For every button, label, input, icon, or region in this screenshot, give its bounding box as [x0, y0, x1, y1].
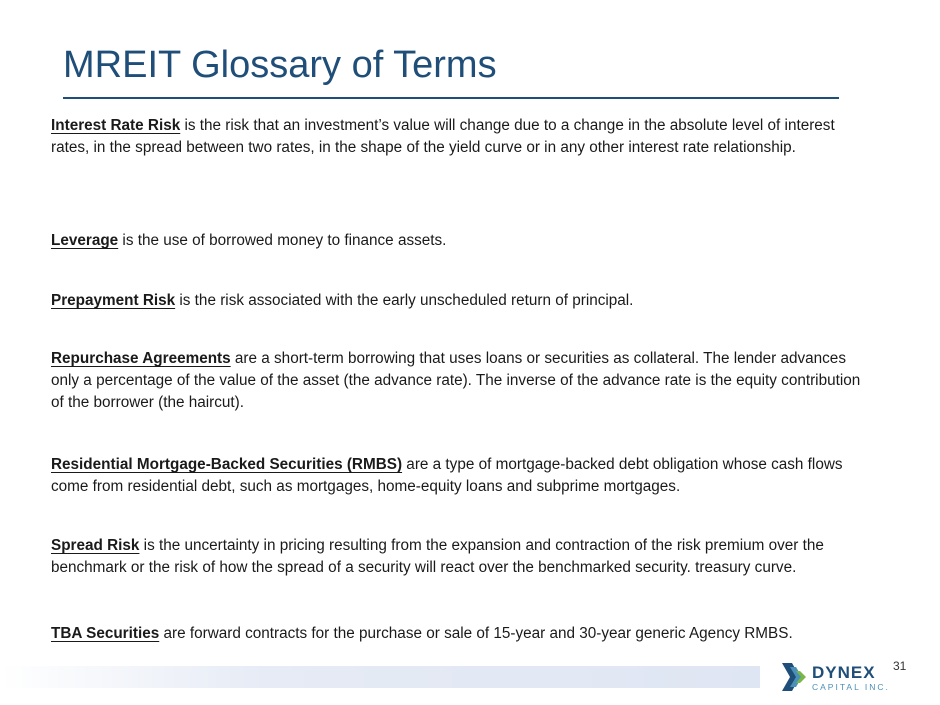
glossary-term: Residential Mortgage-Backed Securities (RMBS) [51, 456, 403, 473]
glossary-definition: is the risk that an investment’s value will change due to a change in the absolute level of interest rates, in the spread between two rates, in the shape of the yield curve or in any other interest rate relationship. [51, 117, 835, 156]
glossary-definition: are a type of mortgage-backed debt obligation whose cash flows come from residential debt, such as mortgages, home-equity loans and subprime mortgages. [51, 456, 843, 495]
glossary-term: Spread Risk [51, 537, 140, 554]
glossary-term: TBA Securities [51, 625, 160, 642]
glossary-term: Prepayment Risk [51, 292, 176, 309]
glossary-definition: are forward contracts for the purchase or sale of 15-year and 30-year generic Agency RMBS. [159, 625, 793, 642]
logo-name: DYNEX [812, 663, 876, 682]
page-number: 31 [893, 659, 907, 673]
glossary-entry-repurchase-agreements [51, 348, 876, 414]
glossary-entry-rmbs [51, 454, 876, 498]
footer-band [0, 666, 760, 688]
glossary-term: Interest Rate Risk [51, 117, 181, 134]
dynex-chevron-icon [780, 661, 808, 693]
glossary-definition: is the uncertainty in pricing resulting from the expansion and contraction of the risk premium over the benchmark or the risk of how the spread of a security will react over the benchmarked security. treasury curve. [51, 537, 824, 576]
glossary-definition: is the use of borrowed money to finance assets. [118, 232, 447, 249]
glossary-entry-leverage [51, 230, 876, 252]
glossary-entry-prepayment-risk [51, 290, 876, 312]
glossary-term: Leverage [51, 232, 119, 249]
glossary-term: Repurchase Agreements [51, 350, 231, 367]
glossary-definition: are a short-term borrowing that uses loans or securities as collateral. The lender advances only a percentage of the value of the asset (the advance rate). The inverse of the advance rate is the equity contribution of the borrower (the haircut). [51, 350, 861, 411]
glossary-entry-interest-rate-risk [51, 115, 876, 159]
page-title: MREIT Glossary of Terms [63, 44, 497, 86]
dynex-logo [780, 660, 890, 694]
glossary-definition: is the risk associated with the early unscheduled return of principal. [175, 292, 634, 309]
glossary-entry-tba-securities [51, 623, 876, 645]
glossary-entry-spread-risk [51, 535, 876, 579]
logo-tagline: CAPITAL INC. [812, 682, 890, 692]
title-divider [63, 97, 839, 99]
